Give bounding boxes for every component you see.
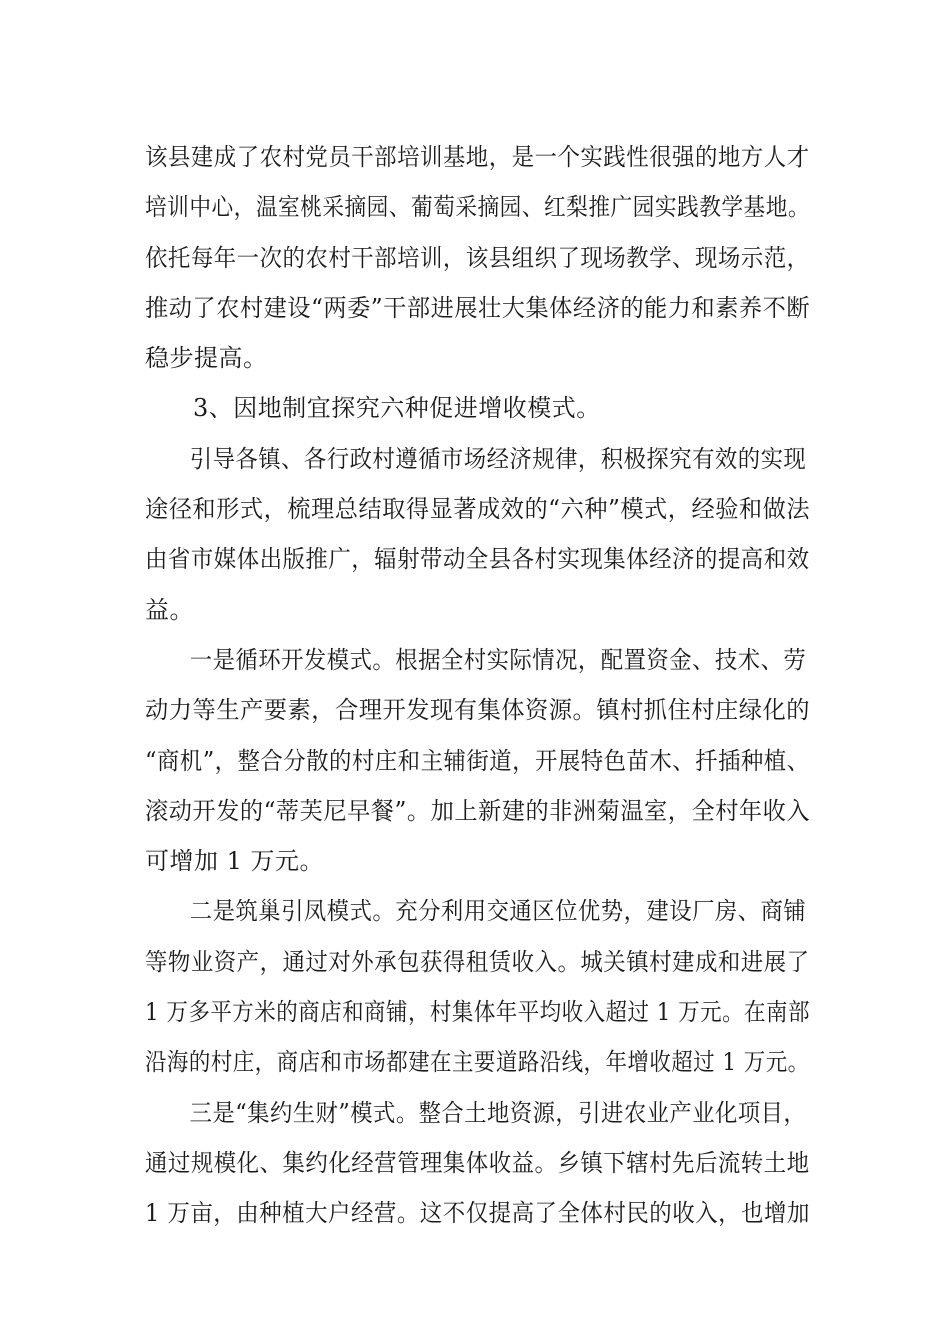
text-line: 稳步提高。 [145, 344, 268, 373]
text-line: 由省市媒体出版推广，辐射带动全县各村实现集体经济的提高和效 [145, 545, 810, 574]
text-line: 滚动开发的“蒂芙尼早餐”。加上新建的非洲菊温室，全村年收入 [145, 796, 811, 825]
text-line: 培训中心，温室桃采摘园、葡萄采摘园、红梨推广园实践教学基地。 [145, 193, 811, 222]
text-line: 可增加 1 万元。 [145, 847, 325, 876]
text-line: 该县建成了农村党员干部培训基地，是一个实践性很强的地方人才 [145, 143, 810, 171]
text-line: 沿海的村庄，商店和市场都建在主要道路沿线，年增收超过 1 万元。 [145, 1048, 810, 1077]
text-line: 1 万亩，由种植大户经营。这不仅提高了全体村民的收入，也增加 [145, 1199, 810, 1228]
text-line: 动力等生产要素，合理开发现有集体资源。镇村抓住村庄绿化的 [145, 696, 811, 725]
text-line: 1 万多平方米的商店和商铺，村集体年平均收入超过 1 万元。在南部 [145, 998, 810, 1027]
text-line: 二是筑巢引凤模式。充分利用交通区位优势，建设厂房、商铺 [189, 897, 807, 926]
text-line: 3、因地制宜探究六种促进增收模式。 [193, 394, 601, 423]
text-line: 推动了农村建设“两委”干部进展壮大集体经济的能力和素养不断 [145, 293, 811, 322]
text-line: 等物业资产，通过对外承包获得租赁收入。城关镇村建成和进展了 [145, 947, 810, 976]
text-line: 益。 [145, 595, 194, 624]
text-line: 途径和形式，梳理总结取得显著成效的“六种”模式，经验和做法 [145, 495, 811, 524]
text-line: “商机”，整合分散的村庄和主辅街道，开展特色苗木、扦插种植、 [145, 746, 810, 775]
text-line: 引导各镇、各行政村遵循市场经济规律，积极探究有效的实现 [189, 444, 807, 473]
text-line: 三是“集约生财”模式。整合土地资源，引进农业产业化项目， [189, 1098, 807, 1127]
text-line: 通过规模化、集约化经营管理集体收益。乡镇下辖村先后流转土地 [145, 1148, 810, 1177]
document-body [145, 132, 810, 1239]
text-line: 依托每年一次的农村干部培训，该县组织了现场教学、现场示范， [145, 243, 810, 272]
text-line: 一是循环开发模式。根据全村实际情况，配置资金、技术、劳 [189, 645, 807, 674]
